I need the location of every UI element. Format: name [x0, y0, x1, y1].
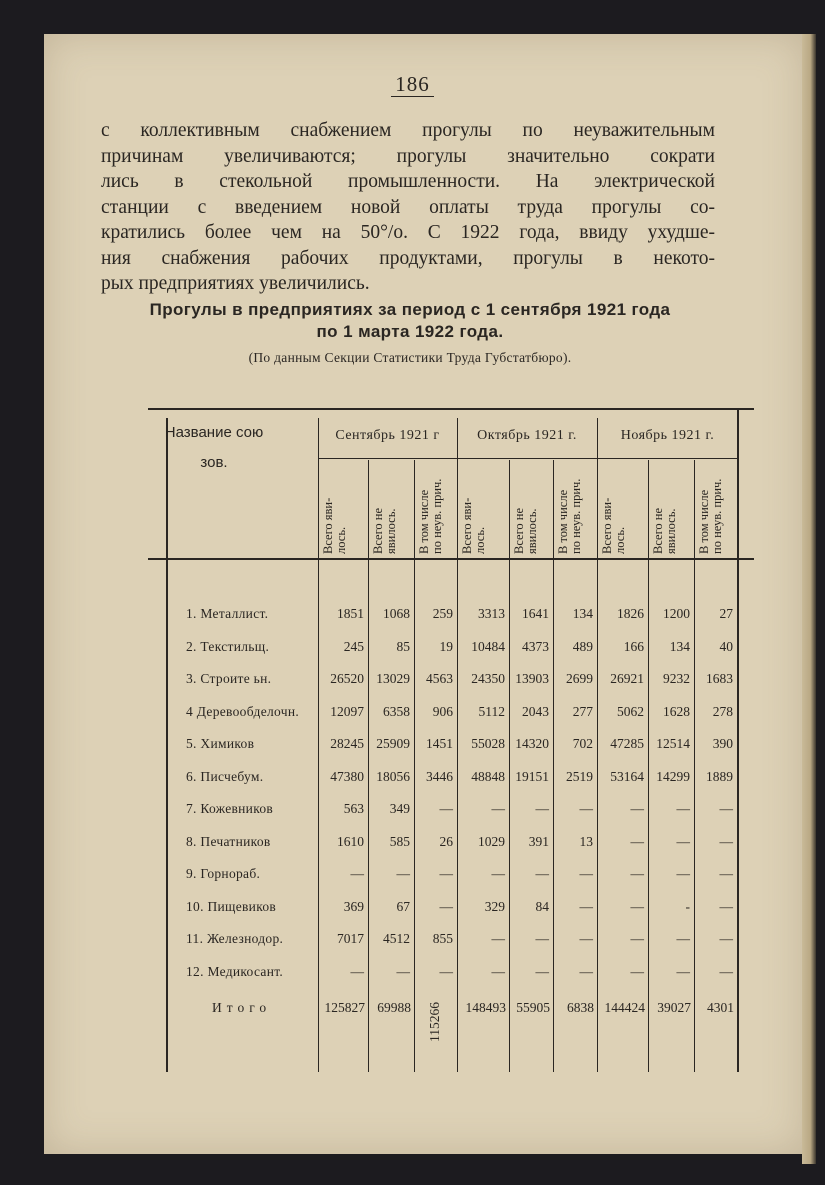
col-divider — [414, 460, 415, 1072]
table-cell: 25909 — [376, 736, 410, 751]
paragraph-line: кратились более чем на 50°/о. С 1922 года, ввиду ухудше- — [101, 222, 715, 243]
total-cell: 69988 — [377, 1000, 411, 1015]
table-cell: 85 — [396, 638, 410, 654]
total-cell: 144424 — [604, 1000, 645, 1015]
table-cell: 563 — [343, 801, 364, 816]
table-cell: 1641 — [522, 606, 549, 621]
table-cell: — — [676, 931, 690, 946]
subcolumn-header: Всего не явилось. — [512, 507, 539, 554]
table-cell: 6358 — [383, 703, 410, 719]
total-cell: 6838 — [567, 1000, 594, 1015]
table-cell: 391 — [528, 833, 549, 849]
table-cell: — — [719, 963, 733, 979]
row-label: 12. Медикосант. — [186, 963, 284, 979]
table-title-line1: Прогулы в предприятиях за период с 1 сентября 1921 года — [149, 300, 671, 319]
subcolumn-header: Всего не явилось. — [651, 507, 678, 554]
table-cell: — — [579, 866, 593, 881]
table-cell: — — [350, 963, 364, 979]
table-cell: 1628 — [663, 703, 690, 719]
table-cell: — — [579, 898, 593, 914]
table-cell: — — [630, 963, 644, 979]
row-label: 2. Текстильщ. — [186, 638, 270, 654]
table-cell: — — [676, 801, 690, 816]
table-cell: 855 — [432, 931, 453, 946]
table-cell: 84 — [535, 898, 549, 914]
table-cell: 1610 — [337, 833, 364, 849]
subcolumn-header: Всего яви- лось. — [600, 497, 627, 554]
page-edge — [802, 34, 816, 1164]
total-cell: 39027 — [657, 1000, 691, 1015]
subcolumn-header: Всего яви- лось. — [321, 497, 348, 554]
name-header-line: Название сою — [164, 424, 264, 441]
table-cell: — — [630, 898, 644, 914]
table-cell: — — [719, 898, 733, 914]
row-label: 10. Пищевиков — [186, 898, 277, 914]
table-cell: 40 — [719, 638, 733, 654]
table-cell: 28245 — [330, 736, 364, 751]
table-cell: 369 — [343, 898, 364, 914]
table-cell: 14320 — [515, 736, 549, 751]
subcolumn-header: Всего яви- лось. — [460, 497, 487, 554]
table-cell: 278 — [712, 703, 733, 719]
row-label: 1. Металлист. — [186, 606, 269, 621]
table-cell: 19 — [439, 638, 453, 654]
table-cell: - — [685, 898, 690, 914]
table-cell: 12097 — [330, 703, 364, 719]
col-divider — [648, 460, 649, 1072]
table-header-rule — [148, 558, 754, 560]
paragraph-line: рых предприятиях увеличились. — [101, 273, 370, 294]
table-cell: 13 — [579, 833, 593, 849]
page-number: 186 — [0, 72, 825, 97]
total-cell: 55905 — [516, 1000, 550, 1015]
table-cell: — — [579, 963, 593, 979]
table-cell: 14299 — [656, 768, 690, 784]
paragraph-line: станции с введением новой оплаты труда прогулы со- — [101, 196, 715, 218]
table-cell: — — [630, 931, 644, 946]
col-divider — [368, 460, 369, 1072]
table-cell: 9232 — [663, 671, 690, 686]
month-header-november: Ноябрь 1921 г. — [620, 428, 715, 443]
name-column-header — [124, 418, 304, 478]
table-cell: 1200 — [663, 606, 690, 621]
table-cell: — — [719, 801, 733, 816]
total-cell: 125827 — [324, 1000, 365, 1015]
table-cell: — — [676, 833, 690, 849]
table-cell: 245 — [343, 638, 364, 654]
table-cell: 53164 — [610, 768, 644, 784]
subcolumn-header: В том числе по неув. прич. — [697, 478, 724, 554]
table-cell: — — [579, 801, 593, 816]
table-cell: 10484 — [471, 638, 505, 654]
month-header-october: Октябрь 1921 г. — [477, 428, 577, 443]
table-cell: 702 — [572, 736, 593, 751]
table-cell: 1826 — [617, 606, 644, 621]
table-cell: — — [630, 833, 644, 849]
subcolumn-header: В том числе по неув. прич. — [417, 478, 444, 554]
table-cell: 329 — [484, 898, 505, 914]
table-cell: 26921 — [610, 671, 644, 686]
row-label: 6. Писчебум. — [186, 768, 264, 784]
table-cell: 1029 — [478, 833, 505, 849]
table-cell: 19151 — [515, 768, 549, 784]
table-cell: — — [439, 963, 453, 979]
table-cell: 1889 — [706, 768, 733, 784]
table-title-line2: по 1 марта 1922 года. — [316, 322, 504, 341]
table-cell: 277 — [572, 703, 593, 719]
table-cell: — — [491, 931, 505, 946]
row-label: 9. Горнораб. — [186, 866, 261, 881]
table-cell: 67 — [396, 898, 410, 914]
table-cell: 47285 — [610, 736, 644, 751]
subcolumn-header: Всего не явилось. — [371, 507, 398, 554]
table-cell: 3446 — [426, 768, 453, 784]
row-label: 8. Печатников — [186, 833, 271, 849]
table-cell: — — [396, 866, 410, 881]
row-label: 4 Деревообделочн. — [186, 703, 300, 719]
table-cell: 390 — [712, 736, 733, 751]
table-cell: 1451 — [426, 736, 453, 751]
table-cell: 4563 — [426, 671, 453, 686]
table-cell: 24350 — [471, 671, 505, 686]
month-underline — [318, 458, 738, 459]
table-cell: — — [719, 833, 733, 849]
table-cell: 13029 — [376, 671, 410, 686]
row-label: 7. Кожевников — [186, 801, 274, 816]
table-cell: 2519 — [566, 768, 593, 784]
table-cell: — — [579, 931, 593, 946]
table-cell: — — [535, 866, 549, 881]
table-cell: 2699 — [566, 671, 593, 686]
table-cell: 26 — [439, 833, 453, 849]
table-cell: — — [491, 801, 505, 816]
table-cell: 134 — [572, 606, 593, 621]
table-cell: 1683 — [706, 671, 733, 686]
paragraph-line: причинам увеличиваются; прогулы значительно сократи — [101, 145, 715, 167]
table-cell: 1851 — [337, 606, 364, 621]
table-cell: 48848 — [471, 768, 505, 784]
total-cell: 4301 — [707, 1000, 734, 1015]
table-cell: 166 — [623, 638, 644, 654]
table-cell: — — [719, 931, 733, 946]
table-cell: — — [439, 898, 453, 914]
table-left-border — [166, 418, 168, 1072]
table-cell: 349 — [389, 801, 410, 816]
table-cell: 3313 — [478, 606, 505, 621]
table-cell: — — [439, 866, 453, 881]
table-cell: — — [350, 866, 364, 881]
table-cell: 585 — [389, 833, 410, 849]
table-cell: — — [630, 801, 644, 816]
table-cell: — — [535, 931, 549, 946]
total-cell: 148493 — [465, 1000, 506, 1015]
month-header-september: Сентябрь 1921 г — [335, 428, 440, 443]
table-cell: — — [719, 866, 733, 881]
table-cell: 259 — [432, 606, 453, 621]
paragraph-line: ния снабжения рабочих продуктами, прогулы в некото- — [101, 247, 715, 269]
name-header-line: зов. — [200, 454, 228, 471]
subcolumn-header: В том числе по неув. прич. — [556, 478, 583, 554]
table-cell: 27 — [719, 606, 733, 621]
table-cell: — — [535, 801, 549, 816]
table-cell: — — [491, 963, 505, 979]
table-cell: — — [491, 866, 505, 881]
table-cell: 26520 — [330, 671, 364, 686]
table-cell: 1068 — [383, 606, 410, 621]
table-top-rule — [148, 408, 754, 410]
table-cell: 55028 — [471, 736, 505, 751]
table-cell: — — [676, 866, 690, 881]
paragraph-line: лись в стекольной промышленности. На электрической — [101, 171, 715, 192]
total-label: Итого — [212, 1000, 272, 1015]
table-cell: 4373 — [522, 638, 549, 654]
col-divider — [694, 460, 695, 1072]
body-paragraph — [101, 118, 715, 297]
col-divider — [509, 460, 510, 1072]
table-cell: 7017 — [337, 931, 364, 946]
table-cell: 134 — [669, 638, 690, 654]
table-cell: 5062 — [617, 703, 644, 719]
table-cell: 18056 — [376, 768, 410, 784]
table-cell: — — [630, 866, 644, 881]
table-cell: 4512 — [383, 931, 410, 946]
row-label: 5. Химиков — [186, 736, 255, 751]
table-cell: — — [439, 801, 453, 816]
table-cell: — — [535, 963, 549, 979]
row-label: 11. Железнодор. — [186, 931, 284, 946]
table-cell: 489 — [572, 638, 593, 654]
total-cell: 115266 — [427, 1002, 442, 1042]
table-cell: 13903 — [515, 671, 549, 686]
table-cell: 2043 — [522, 703, 549, 719]
table-cell: 12514 — [656, 736, 690, 751]
table-cell: — — [396, 963, 410, 979]
paragraph-line: с коллективным снабжением прогулы по неуважительным — [101, 120, 715, 141]
table-cell: 47380 — [330, 768, 364, 784]
table-source: (По данным Секции Статистики Труда Губстатбюро). — [248, 350, 572, 365]
table-cell: 5112 — [478, 703, 505, 719]
table-right-border — [737, 410, 739, 1072]
table-cell: 906 — [432, 703, 453, 719]
row-label: 3. Строите ьн. — [186, 671, 272, 686]
table-cell: — — [676, 963, 690, 979]
col-divider — [553, 460, 554, 1072]
